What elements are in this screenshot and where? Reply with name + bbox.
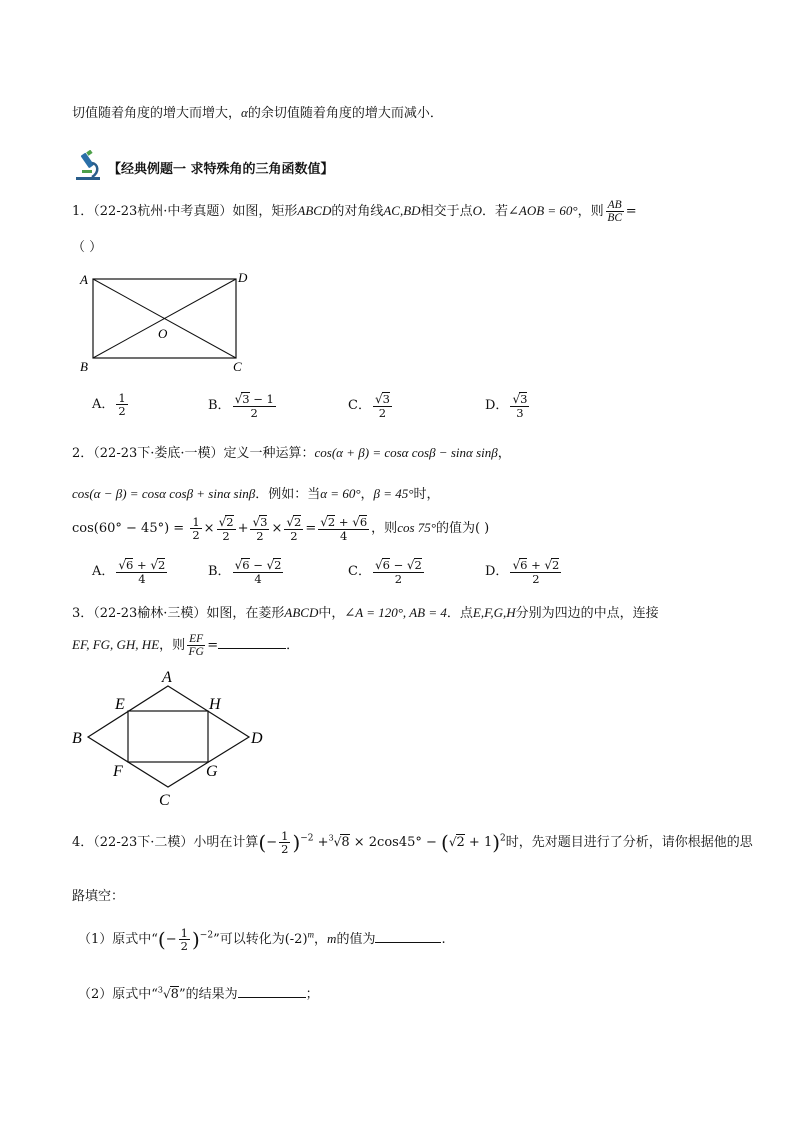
q1-answer-paren: （ ） xyxy=(72,240,103,255)
q1-option-a[interactable]: A． $\frac{1}{2}$ xyxy=(92,391,126,419)
q2-stem-line1: 2．（22-23下·娄底·一模）定义一种运算：cos(α + β) = cosα cosβ − sinα sinβ， xyxy=(72,445,511,461)
q1-option-c[interactable]: C． $\frac{√3}{2}$ xyxy=(348,392,390,420)
q4-sub1-answer-blank[interactable] xyxy=(375,942,441,943)
label-b: B xyxy=(72,730,82,747)
label-e: E xyxy=(115,696,125,713)
q4-stem-line2: 路填空： xyxy=(72,889,125,904)
q3-stem-line2: EF, FG, GH, HE，则 $\frac{EF}{FG}$ = ． xyxy=(72,633,300,659)
q1-stem: 1．（22-23杭州·中考真题）如图，矩形ABCD的对角线AC,BD相交于点O．若∠AOB = 60°，则 $\frac{AB}{BC}$ = xyxy=(72,199,637,225)
q4-sub2-answer-blank[interactable] xyxy=(238,997,306,998)
q2-stem-line2: cos(α − β) = cosα cosβ + sinα sinβ．例如：当α = 60°，β = 45°时， xyxy=(72,486,440,502)
label-d: D xyxy=(251,730,263,747)
q2-stem-line3: cos(60° − 45°) = $\frac{1}{2}$ × $\frac{√2}{2}$ + $\frac{√3}{2}$ × $\frac{√2}{2}$ = $\frac{√2 + √6}{4}$ ，则cos 75°的值为( ) xyxy=(72,514,490,543)
microscope-icon xyxy=(72,150,104,182)
q2-option-c[interactable]: C． $\frac{√6 - √2}{2}$ xyxy=(348,558,422,586)
label-g: G xyxy=(206,763,218,780)
q3-answer-blank[interactable] xyxy=(218,648,286,649)
q4-stem-line1: 4．（22-23下·二模）小明在计算(− $\frac{1}{2}$ )$^{-2} +^3√8 \times 2\cos 45^\circ - (√2 + 1)^2$时，先对题目进行了分析，请你根据他的思 xyxy=(72,829,753,857)
q1-ratio: $\frac{AB}{BC}$ xyxy=(607,199,623,225)
label-a: A xyxy=(162,669,172,686)
q1-options xyxy=(92,392,652,420)
q2-option-d[interactable]: D． $\frac{√6 + √2}{2}$ xyxy=(485,558,560,586)
label-h: H xyxy=(209,696,221,713)
q4-sub2: （2）原式中“$^3$√8”的结果为 ； xyxy=(78,985,319,1002)
section-heading-text: 【经典例题一 求特殊角的三角函数值】 xyxy=(108,162,334,177)
label-a: A xyxy=(80,272,88,287)
label-c: C xyxy=(233,359,242,374)
label-f: F xyxy=(113,763,123,780)
label-d: D xyxy=(238,270,248,285)
q1-option-d[interactable]: D． $\frac{√3}{3}$ xyxy=(485,392,528,420)
intro-line: 切值随着角度的增大而增大，α的余切值随着角度的增大而减小． xyxy=(72,105,443,121)
label-o: O xyxy=(158,326,168,341)
q3-rhombus-figure xyxy=(66,666,276,811)
q2-option-a[interactable]: A． $\frac{√6 + √2}{4}$ xyxy=(92,558,166,586)
q4-sub1: （1）原式中“(− $\frac{1}{2}$ )$^{-2}$”可以转化为$(-2)^m$，m的值为 . xyxy=(78,926,446,954)
q2-option-b[interactable]: B． $\frac{√6 - √2}{4}$ xyxy=(208,558,282,586)
q3-stem-line1: 3．（22-23榆林·三模）如图，在菱形ABCD中，∠A = 120°, AB = 4．点E,F,G,H分别为四边的中点，连接 xyxy=(72,605,659,621)
q2-options xyxy=(92,558,652,586)
q1-rectangle-figure xyxy=(76,268,276,378)
label-b: B xyxy=(80,359,88,374)
q1-option-b[interactable]: B． $\frac{√3 - 1}{2}$ xyxy=(208,392,274,420)
label-c: C xyxy=(159,792,170,809)
